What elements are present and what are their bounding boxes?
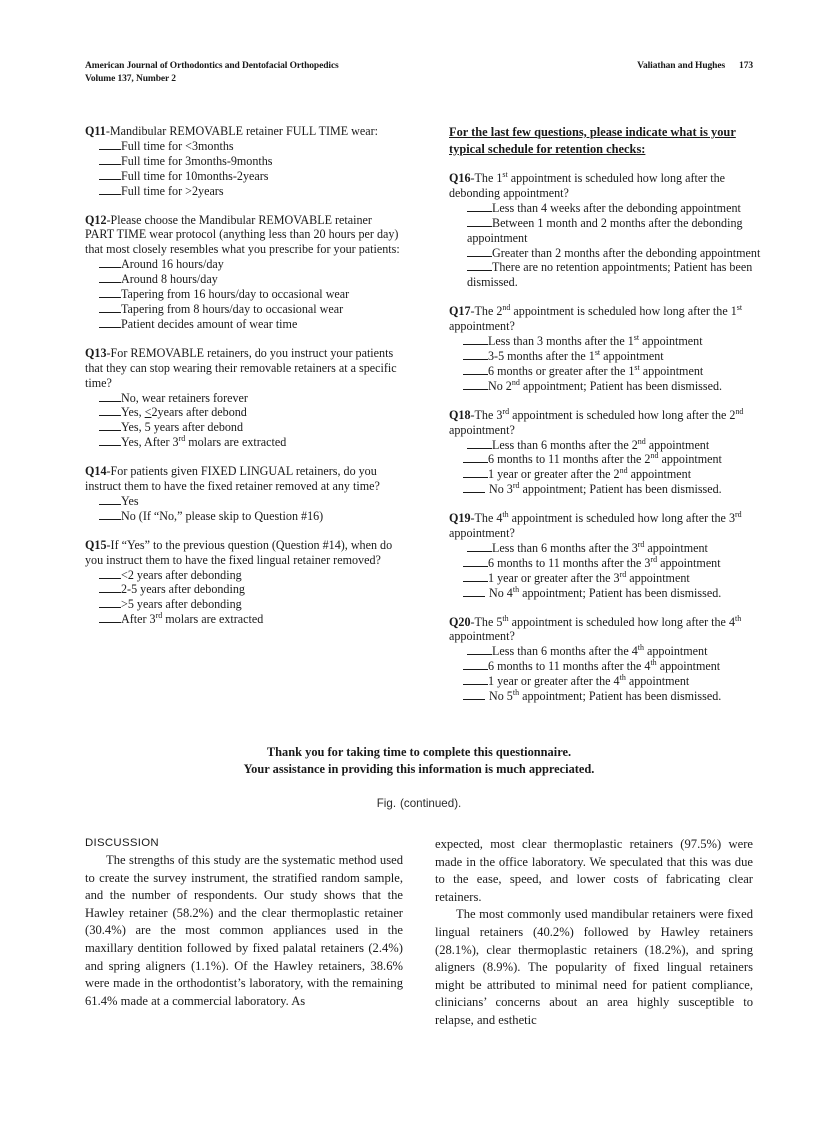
answer-blank-line[interactable] [467, 542, 492, 552]
answer-blank-line[interactable] [99, 318, 121, 328]
option-label: <2 years after debonding [121, 567, 242, 582]
answer-blank-line[interactable] [463, 675, 488, 685]
answer-blank-line[interactable] [99, 437, 121, 447]
option-label: 6 months to 11 months after the 3rd appointment [488, 554, 721, 570]
option-label: Greater than 2 months after the debonding appointment [492, 245, 761, 260]
answer-blank-line[interactable] [99, 495, 121, 505]
option-item[interactable] [85, 597, 400, 612]
option-item[interactable] [85, 435, 400, 450]
figure-caption [85, 797, 753, 810]
option-item[interactable] [85, 582, 400, 597]
option-list [449, 541, 764, 601]
option-item[interactable] [85, 139, 400, 154]
journal-identifier [85, 60, 339, 86]
thank-you-line-2: Your assistance in providing this information is much appreciated. [243, 761, 595, 776]
option-item[interactable] [85, 568, 400, 583]
question-q14 [85, 464, 400, 524]
option-label: 1 year or greater after the 2nd appointment [488, 466, 692, 482]
question-text: -Please choose the Mandibular REMOVABLE retainer PART TIME wear protocol (anything less than 20 hours per day) that most closely resembles what you prescribe for your patients: [85, 212, 400, 257]
option-item[interactable] [449, 246, 764, 261]
option-label: Full time for 3months-9months [121, 153, 273, 168]
question-number: Q20 [449, 614, 471, 629]
answer-blank-line[interactable] [463, 661, 488, 671]
option-label: Patient decides amount of wear time [121, 316, 298, 331]
question-number: Q17 [449, 304, 471, 319]
option-list [85, 494, 400, 524]
option-label: Less than 3 months after the 1st appointment [488, 333, 703, 349]
question-stem: Q20-The 5th appointment is scheduled how long after the 4th appointment? [449, 613, 742, 644]
answer-blank-line[interactable] [99, 392, 121, 402]
option-item[interactable] [85, 169, 400, 184]
option-label: Between 1 month and 2 months after the debonding appointment [467, 215, 743, 245]
discussion-paragraph: The strengths of this study are the systematic method used to create the survey instrument, the stratified random sample, and the number of respondents. Our study shows that the Hawley retainer (58.2%) and the clear thermoplastic retainer (30.4%) are the most common appliances used in the maxillary dentition followed by fixed palatal retainers (2.4%) and spring aligners (1.1%). Of the Hawley retainers, 38.6% were made in the orthodontist’s laboratory, with the remaining 61.4% made at a commercial laboratory. As [85, 853, 403, 1008]
answer-blank-line[interactable] [467, 217, 492, 227]
option-item[interactable] [449, 260, 764, 290]
option-label: Less than 6 months after the 3rd appointment [492, 539, 708, 555]
answer-blank-line[interactable] [99, 288, 121, 298]
option-label: No 4th appointment; Patient has been dismissed. [489, 584, 722, 600]
option-list [85, 568, 400, 628]
question-number: Q13 [85, 345, 107, 360]
question-q16 [449, 171, 764, 290]
authors-name: Valiathan and Hughes [637, 61, 726, 71]
question-q20 [449, 615, 764, 704]
answer-blank-line[interactable] [463, 380, 488, 390]
answer-blank-line[interactable] [99, 422, 121, 432]
answer-blank-line[interactable] [99, 614, 121, 624]
option-label: Tapering from 8 hours/day to occasional wear [121, 301, 344, 316]
answer-blank-line[interactable] [99, 569, 121, 579]
option-label: Full time for 10months-2years [121, 168, 269, 183]
question-q11 [85, 124, 400, 199]
answer-blank-line[interactable] [467, 439, 492, 449]
option-label: Around 16 hours/day [121, 257, 224, 272]
answer-blank-line[interactable] [99, 584, 121, 594]
option-item[interactable] [85, 257, 400, 272]
option-label: 1 year or greater after the 3rd appointment [488, 569, 690, 585]
question-number: Q11 [85, 124, 106, 138]
answer-blank-line[interactable] [463, 572, 488, 582]
question-number: Q16 [449, 171, 471, 185]
option-list [449, 438, 764, 498]
journal-volume-issue: Volume 137, Number 2 [85, 74, 176, 84]
option-item[interactable] [449, 689, 764, 704]
answer-blank-line[interactable] [463, 469, 488, 479]
option-item[interactable] [449, 674, 764, 689]
answer-blank-line[interactable] [463, 365, 488, 375]
option-item[interactable] [449, 452, 764, 467]
question-q15 [85, 538, 400, 627]
question-stem [85, 213, 400, 258]
answer-blank-line[interactable] [467, 202, 492, 212]
answer-blank-line[interactable] [467, 262, 492, 272]
option-item[interactable] [85, 272, 400, 287]
question-number: Q15 [85, 537, 107, 552]
answer-blank-line[interactable] [99, 155, 121, 165]
question-number: Q14 [85, 464, 107, 479]
option-label: No 5th appointment; Patient has been dismissed. [489, 688, 722, 704]
answer-blank-line[interactable] [99, 599, 121, 609]
option-label: No (If “No,” please skip to Question #16) [121, 508, 324, 523]
option-label: Around 8 hours/day [121, 272, 218, 287]
option-item[interactable] [85, 184, 400, 199]
option-label: >5 years after debonding [121, 597, 242, 612]
option-label: 2-5 years after debonding [121, 582, 245, 597]
option-list [85, 139, 400, 199]
question-stem: Q18-The 3rd appointment is scheduled how long after the 2nd appointment? [449, 406, 744, 437]
page-number: 173 [739, 61, 753, 71]
question-text: -Mandibular REMOVABLE retainer FULL TIME wear: [105, 124, 379, 138]
discussion-paragraph: The most commonly used mandibular retainers were fixed lingual retainers (40.2%) followed by Hawley retainers (28.1%), clear thermoplastic retainers (18.2%), and spring aligners (8.9%). The popularity of fixed lingual retainers might be attributed to minimal need for patient compliance, clinicians’ concerns about an area highly susceptible to relapse, and esthetic [435, 907, 753, 1027]
option-label: Yes [121, 493, 139, 508]
answer-blank-line[interactable] [463, 484, 485, 494]
option-item[interactable] [85, 391, 400, 406]
option-item[interactable] [449, 541, 764, 556]
answer-blank-line[interactable] [99, 407, 121, 417]
answer-blank-line[interactable] [463, 350, 488, 360]
option-label: Full time for >2years [121, 183, 224, 198]
option-label: Less than 6 months after the 2nd appointment [492, 436, 710, 452]
option-item[interactable] [449, 201, 764, 216]
running-head [85, 60, 753, 86]
option-list [85, 257, 400, 332]
answer-blank-line[interactable] [99, 273, 121, 283]
option-item[interactable] [85, 405, 400, 420]
option-label: Full time for <3months [121, 138, 234, 153]
option-label: Yes, 5 years after debond [121, 420, 244, 435]
answer-blank-line[interactable] [463, 557, 488, 567]
thank-you-line-1: Thank you for taking time to complete this questionnaire. [266, 745, 572, 759]
answer-blank-line[interactable] [463, 587, 485, 597]
option-item[interactable] [85, 420, 400, 435]
question-text: -If “Yes” to the previous question (Question #14), when do you instruct them to have the fixed lingual retainer removed? [85, 537, 393, 567]
question-number: Q12 [85, 212, 107, 227]
option-item[interactable] [449, 644, 764, 659]
question-stem: Q17-The 2nd appointment is scheduled how long after the 1st appointment? [449, 303, 743, 334]
option-list [85, 391, 400, 451]
answer-blank-line[interactable] [99, 170, 121, 180]
option-list [449, 644, 764, 704]
option-item[interactable] [85, 154, 400, 169]
option-item[interactable] [85, 509, 400, 524]
question-number: Q19 [449, 511, 471, 526]
option-item[interactable] [449, 586, 764, 601]
question-stem [85, 124, 400, 139]
option-item[interactable] [85, 317, 400, 332]
option-label: Yes, <2years after debond [121, 405, 247, 420]
option-label: 6 months to 11 months after the 4th appointment [488, 658, 721, 674]
option-label: No 3rd appointment; Patient has been dismissed. [489, 481, 722, 497]
option-label: 6 months or greater after the 1st appointment [488, 362, 704, 378]
option-list [449, 334, 764, 394]
questionnaire-figure [85, 124, 761, 734]
question-q19 [449, 511, 764, 600]
answer-blank-line[interactable] [99, 185, 121, 195]
option-item[interactable] [449, 364, 764, 379]
answer-blank-line[interactable] [99, 510, 121, 520]
question-text: -For REMOVABLE retainers, do you instruct your patients that they can stop wearing their removable retainers at a specific time? [85, 345, 397, 390]
option-item[interactable] [449, 349, 764, 364]
option-label: After 3rd molars are extracted [121, 611, 264, 627]
option-item[interactable] [449, 334, 764, 349]
question-stem [85, 538, 400, 568]
option-item[interactable] [449, 659, 764, 674]
discussion-right-column [435, 836, 753, 1030]
option-item[interactable] [449, 467, 764, 482]
option-label: There are no retention appointments; Patient has been dismissed. [467, 260, 753, 290]
answer-blank-line[interactable] [463, 690, 485, 700]
answer-blank-line[interactable] [99, 140, 121, 150]
option-label: Less than 6 months after the 4th appointment [492, 643, 708, 659]
answer-blank-line[interactable] [467, 247, 492, 257]
discussion-section [85, 836, 753, 1036]
option-item[interactable] [449, 438, 764, 453]
figure-caption-text: (continued). [400, 797, 462, 810]
running-head-authors-page [637, 60, 753, 73]
question-stem: Q16-The 1st appointment is scheduled how long after the debonding appointment? [449, 169, 726, 200]
question-stem: Q19-The 4th appointment is scheduled how long after the 3rd appointment? [449, 510, 742, 541]
question-number: Q18 [449, 407, 471, 422]
thank-you-block [85, 744, 753, 777]
option-label: Less than 4 weeks after the debonding appointment [492, 200, 741, 215]
retention-checks-heading: For the last few questions, please indicate what is your typical schedule for retention checks: [449, 125, 736, 156]
option-label: Yes, After 3rd molars are extracted [121, 434, 287, 450]
option-item[interactable] [85, 302, 400, 317]
option-item[interactable] [449, 379, 764, 394]
question-stem [85, 346, 400, 391]
question-q13 [85, 346, 400, 450]
discussion-paragraph: expected, most clear thermoplastic retainers (97.5%) were made in the office laboratory. We speculated that this was due to the ease, speed, and lower costs of fabricating clear retainers. [435, 837, 753, 904]
option-item[interactable] [449, 571, 764, 586]
figure-label: Fig. [376, 797, 397, 810]
answer-blank-line[interactable] [467, 646, 492, 656]
question-stem [85, 464, 400, 494]
option-item[interactable] [85, 287, 400, 302]
answer-blank-line[interactable] [463, 454, 488, 464]
discussion-heading: DISCUSSION [85, 837, 159, 849]
option-item[interactable] [85, 494, 400, 509]
question-q17 [449, 304, 764, 393]
option-label: 6 months to 11 months after the 2nd appointment [488, 451, 722, 467]
question-q12 [85, 213, 400, 332]
option-label: Tapering from 16 hours/day to occasional wear [121, 287, 350, 302]
option-label: 1 year or greater after the 4th appointment [488, 673, 690, 689]
option-item[interactable] [449, 482, 764, 497]
answer-blank-line[interactable] [99, 303, 121, 313]
option-list [449, 201, 764, 290]
option-label: No, wear retainers forever [121, 390, 248, 405]
question-q18 [449, 408, 764, 497]
option-item[interactable] [449, 556, 764, 571]
answer-blank-line[interactable] [463, 335, 488, 345]
journal-title: American Journal of Orthodontics and Dentofacial Orthopedics [85, 61, 339, 71]
question-text: -For patients given FIXED LINGUAL retainers, do you instruct them to have the fixed retainer removed at any time? [85, 464, 380, 494]
option-item[interactable] [449, 216, 764, 246]
discussion-left-column [85, 836, 403, 1010]
answer-blank-line[interactable] [99, 259, 121, 269]
option-label: No 2nd appointment; Patient has been dismissed. [488, 377, 723, 393]
questionnaire-right-column [449, 124, 764, 704]
option-item[interactable] [85, 612, 400, 627]
option-label: 3-5 months after the 1st appointment [488, 347, 664, 363]
questionnaire-left-column [85, 124, 400, 627]
